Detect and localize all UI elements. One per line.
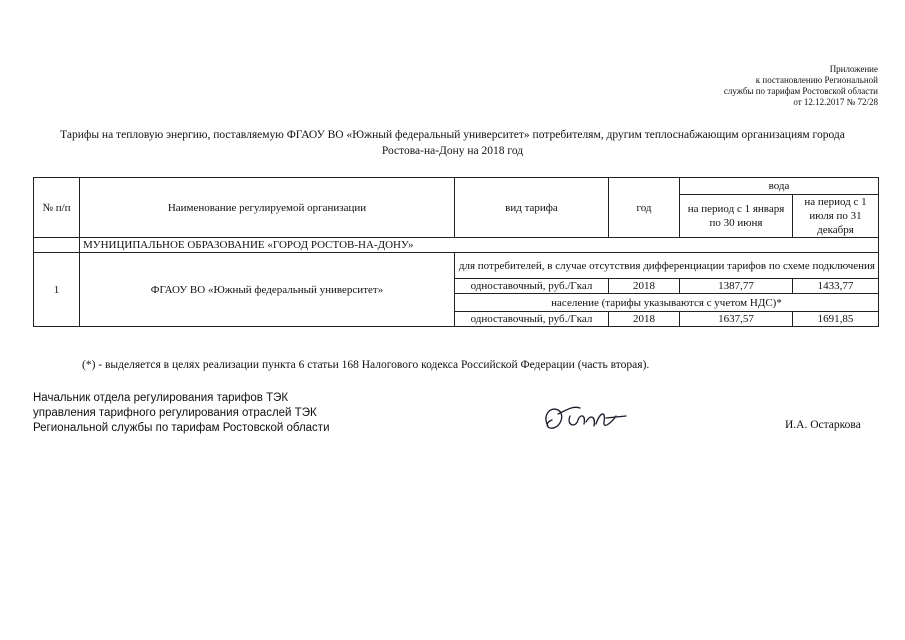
header-org: Наименование регулируемой организации [80, 178, 455, 238]
footnote: (*) - выделяется в целях реализации пункта 6 статьи 168 Налогового кодекса Российской Федерации (часть вторая). [82, 359, 650, 371]
row1-value-1: 1387,77 [680, 279, 793, 294]
document-title [30, 127, 875, 159]
signer-block [33, 391, 330, 436]
tariff-table [33, 177, 879, 327]
header-period-1: на период с 1 января по 30 июня [680, 195, 793, 238]
row2-tariff-type: одноставочный, руб./Гкал [455, 312, 609, 327]
row2-value-2: 1691,85 [793, 312, 879, 327]
signer-line-2: управления тарифного регулирования отраслей ТЭК [33, 407, 317, 419]
row1-tariff-type: одноставочный, руб./Гкал [455, 279, 609, 294]
signer-line-1: Начальник отдела регулирования тарифов ТЭК [33, 392, 289, 404]
row1-year: 2018 [609, 279, 680, 294]
handwritten-signature [540, 402, 630, 438]
header-period-2: на период с 1 июля по 31 декабря [793, 195, 879, 238]
row-number: 1 [34, 253, 80, 327]
section-consumers: для потребителей, в случае отсутствия дифференциации тарифов по схеме подключения [455, 253, 879, 279]
signer-name: И.А. Остаркова [785, 419, 861, 431]
header-year: год [609, 178, 680, 238]
organization-name: ФГАОУ ВО «Южный федеральный университет» [80, 253, 455, 327]
municipality-num-cell [34, 238, 80, 253]
header-tariff-type: вид тарифа [455, 178, 609, 238]
section-population: население (тарифы указываются с учетом НДС)* [455, 294, 879, 312]
municipality-row: МУНИЦИПАЛЬНОЕ ОБРАЗОВАНИЕ «ГОРОД РОСТОВ-НА-ДОНУ» [80, 238, 879, 253]
signer-line-3: Региональной службы по тарифам Ростовской области [33, 422, 330, 434]
appendix-line-4: от 12.12.2017 № 72/28 [793, 97, 878, 107]
title-line-2: Ростова-на-Дону на 2018 год [381, 145, 524, 157]
appendix-line-1: Приложение [829, 64, 878, 74]
header-water: вода [680, 178, 879, 195]
row1-value-2: 1433,77 [793, 279, 879, 294]
appendix-note [724, 64, 878, 108]
signature-graphic [540, 402, 630, 438]
appendix-line-2: к постановлению Региональной [755, 75, 878, 85]
row2-year: 2018 [609, 312, 680, 327]
row2-value-1: 1637,57 [680, 312, 793, 327]
appendix-line-3: службы по тарифам Ростовской области [723, 86, 878, 96]
header-num: № п/п [34, 178, 80, 238]
title-line-1: Тарифы на тепловую энергию, поставляемую ФГАОУ ВО «Южный федеральный университет» потребителям, другим теплоснабжающим организациям города [60, 129, 845, 141]
